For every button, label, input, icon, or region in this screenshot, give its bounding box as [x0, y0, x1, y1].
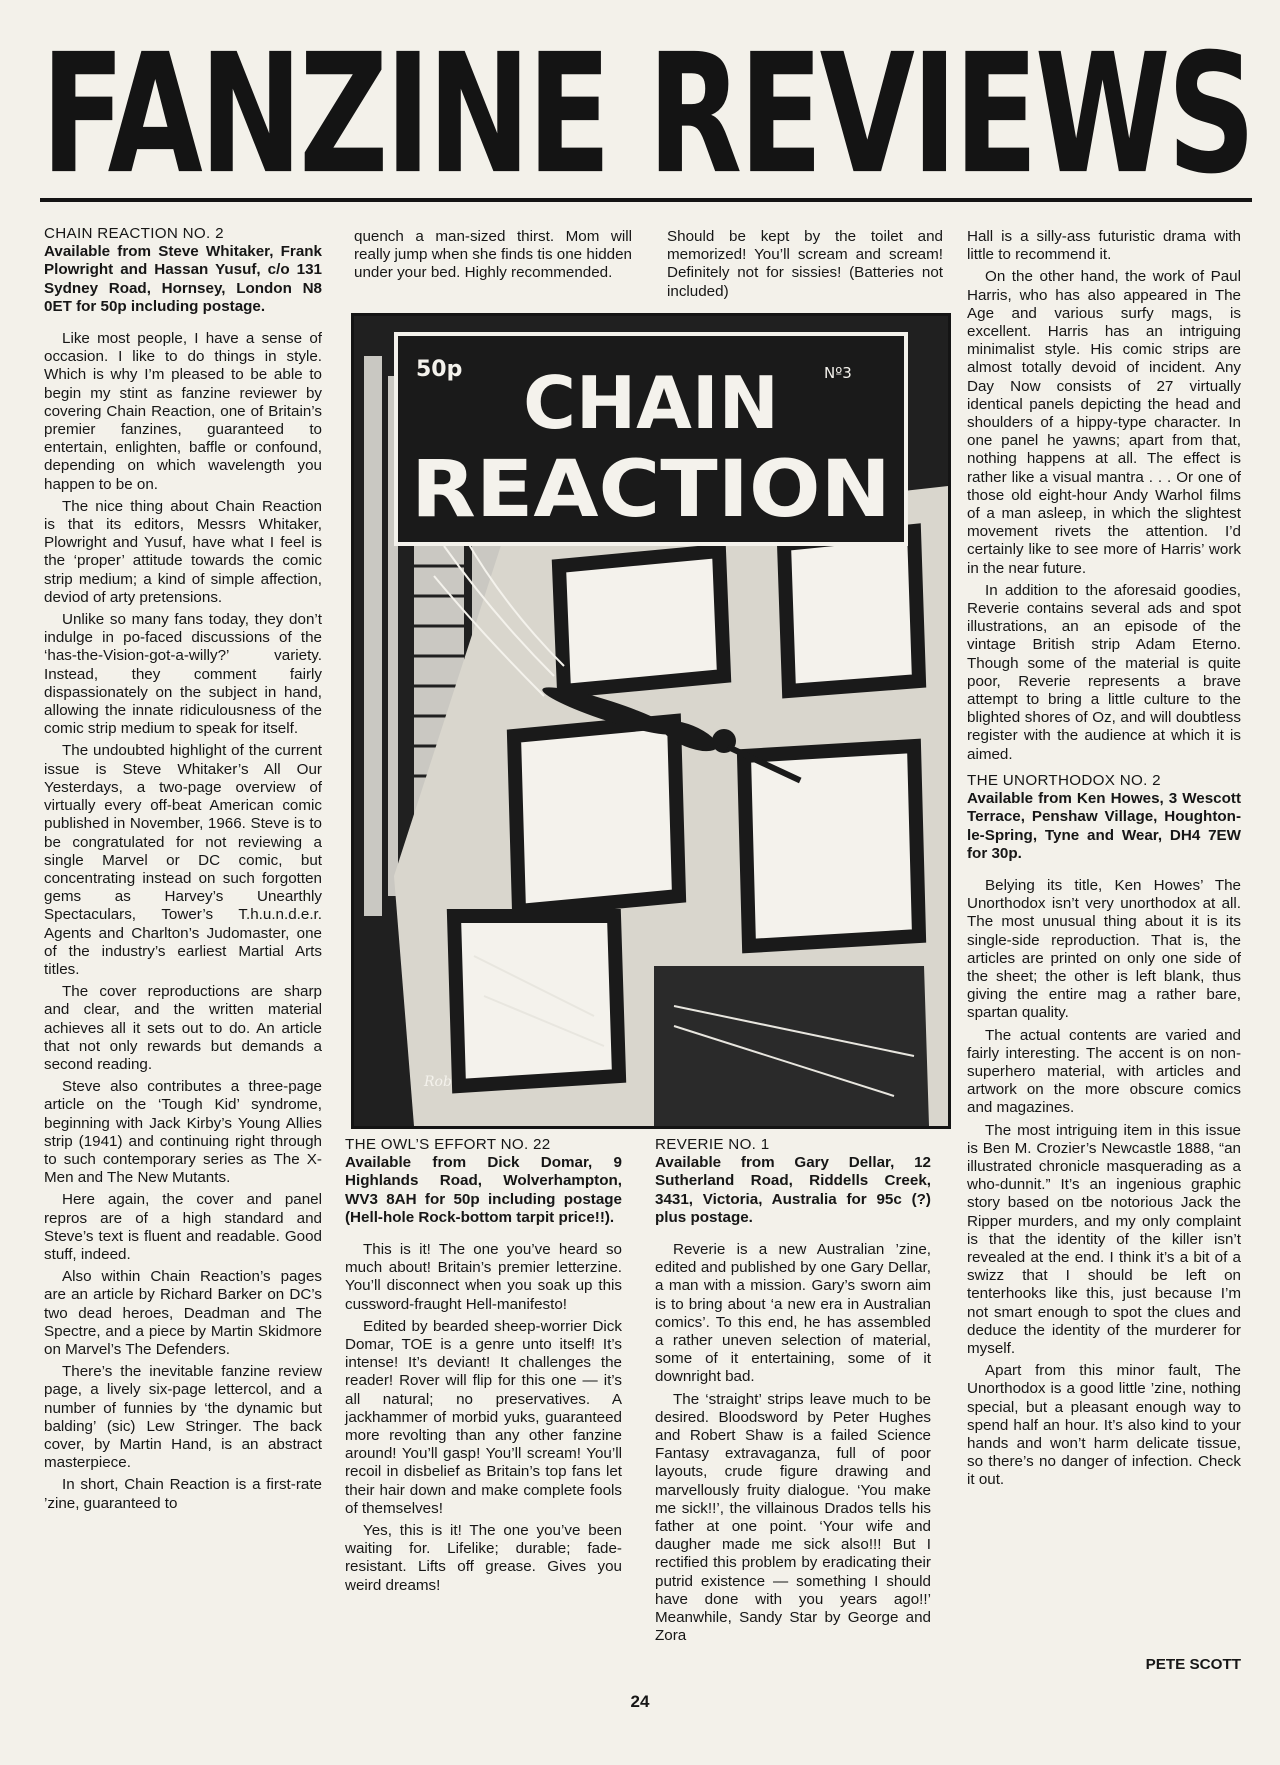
paragraph: Should be kept by the toilet and memorized! You’ll scream and scream! Definitely not for sissies! (Batteries not included): [667, 228, 943, 300]
review-address: Available from Gary Dellar, 12 Sutherland Road, Riddells Creek, 3431, Victoria, Australia for 95c (?) plus postage.: [655, 1154, 931, 1226]
cover-issue-number: Nº3: [824, 364, 852, 382]
paragraph: Belying its title, Ken Howes’ The Unorthodox isn’t very unorthodox at all. The most unusual thing about it is its single-side reproduction. That is, the articles are printed on only one side of the sheet; the other is left blank, thus giving the entire mag a rather bare, spartan quality.: [967, 876, 1241, 1022]
column-1: [44, 225, 322, 1517]
paragraph: In short, Chain Reaction is a first-rate ’zine, guaranteed to: [44, 1476, 322, 1512]
paragraph: The ‘straight’ strips leave much to be desired. Bloodsword by Peter Hughes and Robert Shaw is a failed Science Fantasy extravaganza, full of poor layouts, crude figure drawing and marvellously fruity dialogue. ‘You make me sick!!’, the villainous Drados tells his father at one point. ‘Your wife and daugher made me sick also!!! But I rectified this problem by eradicating their putrid existence — something I should have done with you years ago!!’ Meanwhile, Sandy Star by George and Zora: [655, 1390, 931, 1645]
masthead: [38, 40, 1256, 190]
column-2-top: [354, 228, 632, 287]
paragraph: The cover reproductions are sharp and clear, and the written material achieves all it sets out to do. An article that not only rewards but demands a second reading.: [44, 983, 322, 1073]
cover-title-line-1: CHAIN: [523, 361, 779, 445]
review-heading-chain-reaction: CHAIN REACTION NO. 2: [44, 225, 224, 242]
paragraph: In addition to the aforesaid goodies, Reverie contains several ads and spot illustrations, an an episode of the vintage British strip Adam Eterno. Though some of the material is quite poor, Reverie represents a brave attempt to bring a little culture to the blighted shores of Oz, and will doubtless register with the audience at which it is aimed.: [967, 581, 1241, 763]
chain-reaction-cover: [351, 313, 951, 1129]
cover-title-line-2: REACTION: [411, 445, 891, 535]
review-heading-unorthodox: THE UNORTHODOX NO. 2: [967, 771, 1161, 789]
paragraph: Hall is a silly-ass futuristic drama with little to recommend it.: [967, 228, 1241, 264]
paragraph: Also within Chain Reaction’s pages are an article by Richard Barker on DC’s two dead heroes, Deadman and The Spectre, and a piece by Martin Skidmore on Marvel’s The Defenders.: [44, 1268, 322, 1358]
paragraph: quench a man-sized thirst. Mom will really jump when she finds tis one hidden under your bed. Highly recommended.: [354, 228, 632, 282]
column-3-top: [667, 228, 943, 305]
paragraph: The most intriguing item in this issue is Ben M. Crozier’s Newcastle 1888, “an illustrated chronicle masquerading as a who-dunnit.” It’s an ingenious graphic story based on tbe notorious Jack the Ripper murders, and my only complaint is that the identity of the killer isn’t revealed at the end. I think it’s a bit of a swizz that I should be left on tenterhooks like this, just because I’m not smart enough to spot the clues and deduce the identity of the murderer for myself.: [967, 1121, 1241, 1357]
cover-illustration: [354, 316, 948, 1126]
paragraph: The nice thing about Chain Reaction is that its editors, Messrs Whitaker, Plowright and Yusuf, have what I feel is the ‘proper’ attitude towards the comic strip medium; a kind of simple affection, deviod of arty pretensions.: [44, 497, 322, 606]
review-heading-reverie: REVERIE NO. 1: [655, 1136, 770, 1153]
paragraph: The undoubted highlight of the current issue is Steve Whitaker’s All Our Yesterdays, a two-page overview of virtually every off-beat American comic published in November, 1966. Steve is to be congratulated for not reviewing a single Marvel or DC comic, but concentrating instead on such forgotten gems as Harvey’s Unearthly Spectaculars, Tower’s T.h.u.n.d.e.r. Agents and Charlton’s Judomaster, one of the industry’s earliest Martial Arts titles.: [44, 742, 322, 978]
artist-signature: Rob: [424, 1074, 452, 1090]
paragraph: Reverie is a new Australian ’zine, edited and published by one Gary Dellar, a man with a mission. Gary’s sworn aim is to bring about ‘a new era in Australian comics’. To this end, he has assembled a rather uneven selection of material, some of it entertaining, some of it downright bad.: [655, 1241, 931, 1386]
paragraph: Like most people, I have a sense of occasion. I like to do things in style. Which is why I’m pleased to be able to begin my stint as fanzine reviewer by covering Chain Reaction, one of Britain’s premier fanzines, guaranteed to entertain, enlighten, baffle or confound, depending on which wavelength you happen to be on.: [44, 330, 322, 493]
review-address: Available from Dick Domar, 9 Highlands Road, Wolverhampton, WV3 8AH for 50p including postage (Hell-hole Rock-bottom tarpit price!!).: [345, 1154, 622, 1226]
paragraph: Here again, the cover and panel repros are of a high standard and Steve’s text is fluent and readable. Good stuff, indeed.: [44, 1191, 322, 1263]
review-heading-owls-effort: THE OWL’S EFFORT NO. 22: [345, 1136, 551, 1153]
column-4: [967, 228, 1241, 1678]
cover-price: 50p: [416, 357, 463, 382]
paragraph: There’s the inevitable fanzine review page, a lively six-page lettercol, and a number of funnies by ‘the dynamic but balding’ (sic) Lew Stringer. The back cover, by Martin Hand, is an abstract masterpiece.: [44, 1363, 322, 1472]
title-rule: [40, 198, 1252, 202]
paragraph: Edited by bearded sheep-worrier Dick Domar, TOE is a genre unto itself! It’s intense! It’s deviant! It challenges the reader! Rover will flip for this one — it’s all natural; no preservatives. A jackhammer of morbid yuks, guaranteed more revolting than any other fanzine around! You’ll gasp! You’ll scream! You’ll recoil in disbelief as Britain’s top fans let their hair down and make complete fools of themselves!: [345, 1317, 622, 1517]
review-address: Available from Ken Howes, 3 Wescott Terrace, Penshaw Village, Houghton-le-Spring, Tyne and Wear, DH4 7EW for 30p.: [967, 790, 1241, 862]
paragraph: Steve also contributes a three-page article on the ‘Tough Kid’ syndrome, beginning with Jack Kirby’s Young Allies strip (1941) and continuing right through to such contemporary series as The X-Men and The New Mutants.: [44, 1078, 322, 1187]
paragraph: Yes, this is it! The one you’ve been waiting for. Lifelike; durable; fade-resistant. Lifts off grease. Gives you weird dreams!: [345, 1522, 622, 1594]
reviewer-credit: PETE SCOTT: [1145, 1655, 1241, 1673]
paragraph: On the other hand, the work of Paul Harris, who has also appeared in The Age and various surfy mags, is excellent. Harris has an intriguing minimalist style. His comic strips are almost totally devoid of incident. Any Day Now consists of 27 virtually identical panels depicting the head and shoulders of a hippy-type character. In one panel he yawns; apart from that, nothing happens at all. The effect is rather like a visual mantra . . . Or one of those old eight-hour Andy Warhol films of a man asleep, in which the slightest movement rivets the attention. I’d certainly like to see more of Harris’ work in the near future.: [967, 268, 1241, 577]
paragraph: This is it! The one you’ve heard so much about! Britain’s premier letterzine. You’ll disconnect when you soak up this cussword-fraught Hell-manifesto!: [345, 1241, 622, 1313]
paragraph: Apart from this minor fault, The Unorthodox is a good little ’zine, nothing special, but a pleasant enough way to spend half an hour. It’s also kind to your hands and won’t harm delicate tissue, so there’s no danger of infection. Check it out.: [967, 1362, 1241, 1489]
column-3-reverie: [655, 1136, 931, 1649]
review-address: Available from Steve Whitaker, Frank Plowright and Hassan Yusuf, c/o 131 Sydney Road, Hornsey, London N8 0ET for 50p including postage.: [44, 243, 322, 315]
paragraph: Unlike so many fans today, they don’t indulge in po-faced discussions of the ‘has-the-Vision-got-a-willy?’ variety. Instead, they comment fairly dispassionately on the subject in hand, allowing the innate ridiculousness of the comic strip medium to speak for itself.: [44, 611, 322, 738]
page-number: 24: [630, 1692, 650, 1711]
column-2-owls-effort: [345, 1136, 622, 1599]
page-title: FANZINE REVIEWS: [41, 40, 1253, 190]
paragraph: The actual contents are varied and fairly interesting. The accent is on non-superhero material, with articles and artwork on the more obscure comics and magazines.: [967, 1026, 1241, 1117]
